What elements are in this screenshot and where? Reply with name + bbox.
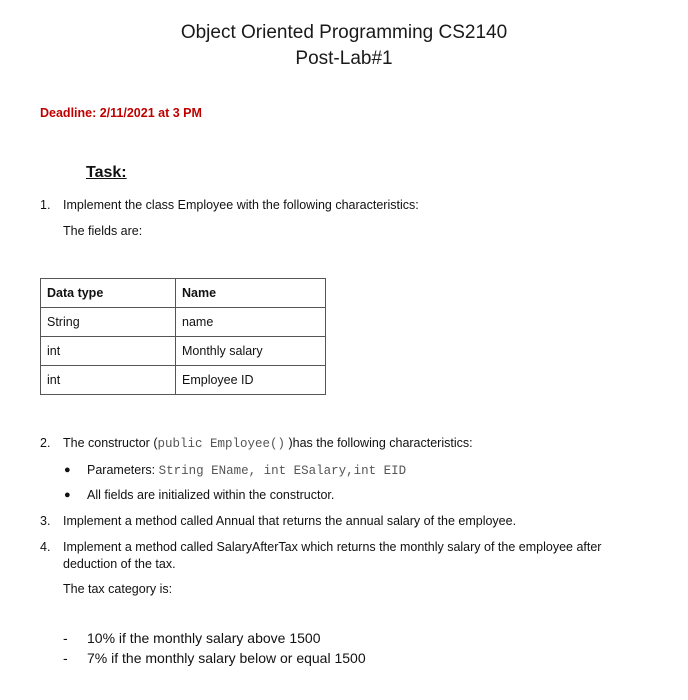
dash-icon: -	[63, 650, 68, 666]
table-cell: Employee ID	[176, 366, 326, 395]
item-number-1: 1.	[40, 198, 51, 212]
item-3-text: Implement a method called Annual that returns the annual salary of the employee.	[63, 514, 517, 528]
table-header-cell: Data type	[41, 279, 176, 308]
dash-icon: -	[63, 630, 68, 646]
table-cell: Monthly salary	[176, 337, 326, 366]
table-header-row	[41, 279, 326, 308]
table-row	[41, 337, 326, 366]
item-4-text-line1: Implement a method called SalaryAfterTax which returns the monthly salary of the employee after	[63, 540, 602, 554]
fields-intro: The fields are:	[63, 224, 143, 238]
bullet-1-text	[87, 463, 406, 478]
item-2-post: )has the following characteristics:	[285, 436, 473, 450]
document-title: Object Oriented Programming CS2140	[180, 22, 508, 43]
fields-table	[40, 278, 326, 395]
table-cell: int	[41, 366, 176, 395]
item-2-pre: The constructor (	[63, 436, 158, 450]
item-number-3: 3.	[40, 514, 51, 528]
tax-item-1: 10% if the monthly salary above 1500	[87, 630, 321, 646]
bullet-icon: ●	[64, 489, 71, 501]
tax-item-2: 7% if the monthly salary below or equal 1500	[87, 650, 366, 666]
tax-intro: The tax category is:	[63, 582, 173, 596]
bullet-1-pre: Parameters:	[87, 463, 159, 477]
item-1-text: Implement the class Employee with the following characteristics:	[63, 198, 419, 212]
bullet-icon: ●	[64, 464, 71, 476]
table-cell: String	[41, 308, 176, 337]
document-subtitle: Post-Lab#1	[295, 48, 393, 69]
parameters-code: String EName, int ESalary,int EID	[158, 464, 407, 478]
table-cell: name	[176, 308, 326, 337]
item-2-text	[63, 436, 473, 451]
task-heading: Task:	[86, 164, 127, 181]
table-header-cell: Name	[176, 279, 326, 308]
table-row	[41, 366, 326, 395]
item-4-text-line2: deduction of the tax.	[63, 557, 176, 571]
item-number-4: 4.	[40, 540, 51, 554]
deadline: Deadline: 2/11/2021 at 3 PM	[40, 106, 202, 120]
item-number-2: 2.	[40, 436, 51, 450]
table-cell: int	[41, 337, 176, 366]
constructor-code: public Employee()	[157, 437, 286, 451]
bullet-2-text: All fields are initialized within the constructor.	[87, 488, 335, 502]
table-row	[41, 308, 326, 337]
